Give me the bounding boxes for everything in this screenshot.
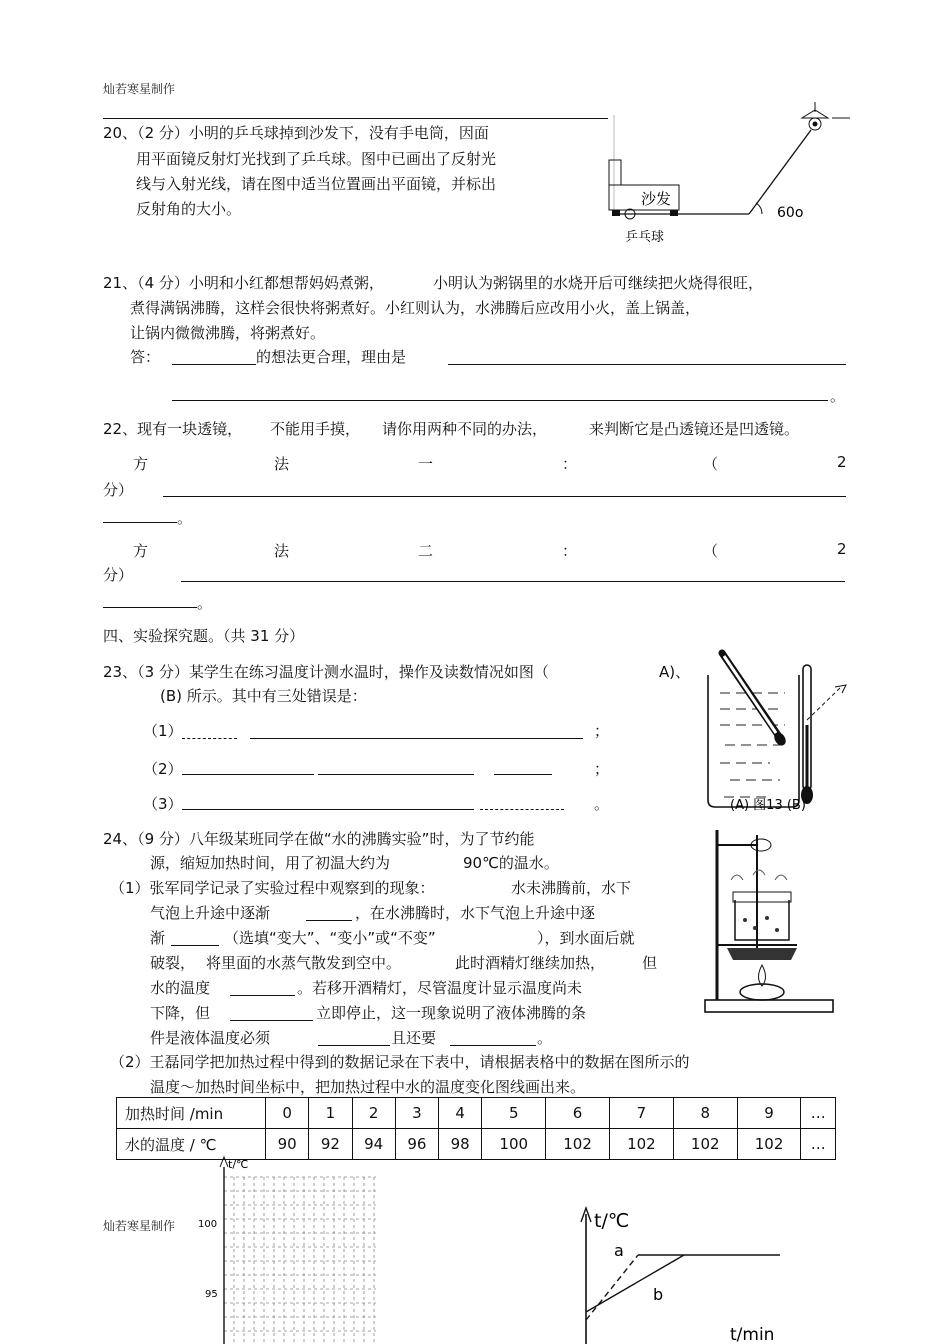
ab-graph bbox=[570, 1200, 800, 1344]
temp-cell: 102 bbox=[546, 1129, 610, 1160]
time-cell: … bbox=[801, 1098, 836, 1129]
time-cell: 0 bbox=[266, 1098, 309, 1129]
q24-apparatus-figure bbox=[697, 820, 847, 1020]
q20-line4: 反射角的大小。 bbox=[136, 200, 242, 218]
q23-line1b: A)、 bbox=[659, 663, 691, 681]
q22-m1-blank1[interactable] bbox=[163, 496, 846, 497]
q22-m2-fen: 分） bbox=[103, 566, 134, 584]
q21-line2: 煮得满锅沸腾，这样会很快将粥煮好。小红则认为，水沸腾后应改用小火，盖上锅盖， bbox=[130, 299, 701, 317]
grid-y100: 100 bbox=[198, 1219, 218, 1230]
q24-p1-r6-0: 件是液体温度必须 bbox=[150, 1029, 271, 1047]
q23-item2-blank-c[interactable] bbox=[494, 774, 552, 775]
temp-cell: 102 bbox=[673, 1129, 737, 1160]
q22-stem-3: 请你用两种不同的办法， bbox=[382, 420, 548, 438]
q24-p1-r3-3: 但 bbox=[642, 954, 658, 972]
q22-m2-2: 二 bbox=[418, 542, 434, 560]
temp-cell: 98 bbox=[439, 1129, 482, 1160]
q21-line3: 让锅内微微沸腾，将粥煮好。 bbox=[130, 324, 326, 342]
q21-blank-reason1[interactable] bbox=[448, 364, 846, 365]
sofa-label: 沙发 bbox=[641, 190, 672, 208]
graph-xlabel: t/min bbox=[730, 1325, 775, 1344]
q24-p1-r5-0: 下降，但 bbox=[150, 1004, 211, 1022]
blank-graph-grid[interactable] bbox=[180, 1155, 390, 1344]
grid-ylabel: t/℃ bbox=[228, 1158, 249, 1171]
q24-blank-stop[interactable] bbox=[230, 1020, 313, 1021]
q24-p1-r6-2: 。 bbox=[537, 1029, 553, 1047]
header-maker: 灿若寒星制作 bbox=[103, 82, 176, 96]
q20-line1: 20、（2 分）小明的乒乓球掉到沙发下，没有手电筒，因面 bbox=[103, 124, 489, 142]
q23-item3-label: （3） bbox=[143, 795, 183, 813]
time-cell: 3 bbox=[395, 1098, 438, 1129]
q23-item1-blank-b[interactable] bbox=[250, 738, 583, 739]
footer-maker: 灿若寒星制作 bbox=[103, 1219, 176, 1233]
q23-item1-semi: ； bbox=[594, 722, 610, 740]
q22-m2-3: ： bbox=[562, 542, 578, 560]
q23-item2-blank-b[interactable] bbox=[318, 774, 474, 775]
q22-m2-1: 法 bbox=[274, 542, 290, 560]
q24-blank-cond1[interactable] bbox=[318, 1045, 390, 1046]
q24-p1-r3-2: 此时酒精灯继续加热， bbox=[455, 954, 606, 972]
q21-line1a: 21、（4 分）小明和小红都想帮妈妈煮粥， bbox=[103, 274, 384, 292]
q24-blank-temp[interactable] bbox=[230, 995, 295, 996]
q24-p1-r2-0: 渐 bbox=[150, 929, 166, 947]
temp-cell: 102 bbox=[737, 1129, 801, 1160]
q24-line2a: 源，缩短加热时间，用了初温大约为 bbox=[150, 854, 391, 872]
time-cell: 7 bbox=[609, 1098, 673, 1129]
time-cell: 4 bbox=[439, 1098, 482, 1129]
q21-answer-label: 答： bbox=[130, 348, 161, 366]
table-row-time bbox=[117, 1098, 836, 1129]
q20-line3: 线与入射光线，请在图中适当位置画出平面镜，并标出 bbox=[136, 175, 497, 193]
q23-line1: 23、（3 分）某学生在练习温度计测水温时，操作及读数情况如图（ bbox=[103, 663, 549, 681]
ball-label: 乒乓球 bbox=[625, 230, 665, 245]
q23-item1-blank-a[interactable] bbox=[182, 738, 237, 739]
time-cell: 9 bbox=[737, 1098, 801, 1129]
time-cell: 2 bbox=[352, 1098, 395, 1129]
q22-m2-blank1[interactable] bbox=[181, 581, 845, 582]
temp-cell: … bbox=[801, 1129, 836, 1160]
q24-line1: 24、（9 分）八年级某班同学在做“水的沸腾实验”时，为了节约能 bbox=[103, 830, 535, 848]
q24-blank-bubble1[interactable] bbox=[306, 920, 352, 921]
q22-m1-1: 法 bbox=[274, 455, 290, 473]
q21-line1b: 小明认为粥锅里的水烧开后可继续把火烧得很旺， bbox=[433, 274, 764, 292]
time-cell: 5 bbox=[482, 1098, 546, 1129]
q23-item2-blank-a[interactable] bbox=[182, 774, 314, 775]
q23-item3-blank-b[interactable] bbox=[480, 809, 564, 810]
q24-p1-r3-0: 破裂， bbox=[150, 954, 196, 972]
q22-m1-0: 方 bbox=[133, 455, 149, 473]
row-label-temp: 水的温度 / ℃ bbox=[117, 1129, 266, 1160]
q22-m1-blank2[interactable] bbox=[103, 522, 177, 523]
q22-m1-5: 2 bbox=[837, 453, 847, 471]
q21-answer-mid: 的想法更合理，理由是 bbox=[256, 348, 407, 366]
q22-stem-4: 来判断它是凸透镜还是凹透镜。 bbox=[589, 420, 800, 438]
temp-cell: 92 bbox=[309, 1129, 352, 1160]
angle-label: 60o bbox=[777, 205, 804, 221]
q23-item2-semi: ； bbox=[594, 760, 610, 778]
q24-p2-line2: 温度～加热时间坐标中，把加热过程中水的温度变化图线画出来。 bbox=[150, 1078, 586, 1096]
q21-blank-reason2[interactable] bbox=[172, 400, 828, 401]
label-b: b bbox=[653, 1285, 664, 1304]
q22-stem-2: 不能用手摸， bbox=[270, 420, 361, 438]
q20-figure bbox=[604, 100, 854, 250]
q24-p1-r0-1: 水未沸腾前，水下 bbox=[511, 879, 632, 897]
q22-m1-3: ： bbox=[562, 455, 578, 473]
q22-m2-end: 。 bbox=[197, 594, 213, 612]
time-cell: 6 bbox=[546, 1098, 610, 1129]
q22-m2-blank2[interactable] bbox=[103, 607, 197, 608]
q24-blank-bubble2[interactable] bbox=[171, 945, 219, 946]
q22-m1-fen: 分） bbox=[103, 481, 134, 499]
label-a: a bbox=[614, 1241, 624, 1260]
q24-p1-r0-0: （1）张军同学记录了实验过程中观察到的现象： bbox=[110, 879, 435, 897]
q21-end: 。 bbox=[830, 387, 846, 405]
q24-p1-r2-1: （选填“变大”、“变小”或“不变” bbox=[224, 929, 436, 947]
q20-line2: 用平面镜反射灯光找到了乒乓球。图中已画出了反射光 bbox=[136, 150, 497, 168]
q24-p1-r2-2: ），到水面后就 bbox=[537, 929, 635, 947]
q23-line2: (B) 所示。其中有三处错误是： bbox=[160, 687, 367, 705]
q23-item2-label: （2） bbox=[143, 760, 183, 778]
temp-cell: 100 bbox=[482, 1129, 546, 1160]
q22-m2-0: 方 bbox=[133, 542, 149, 560]
q24-p1-r1-1: ，在水沸腾时，水下气泡上升途中逐 bbox=[355, 904, 596, 922]
q24-p1-r4-0: 水的温度 bbox=[150, 979, 211, 997]
temp-cell: 102 bbox=[609, 1129, 673, 1160]
q24-p1-r3-1: 将里面的水蒸气散发到空中。 bbox=[206, 954, 402, 972]
q22-m1-end: 。 bbox=[177, 509, 193, 527]
q22-m1-2: 一 bbox=[418, 455, 434, 473]
q24-p1-r5-1: 立即停止，这一现象说明了液体沸腾的条 bbox=[316, 1004, 587, 1022]
sofa-back bbox=[609, 160, 621, 185]
graph-ylabel: t/℃ bbox=[594, 1210, 630, 1232]
q24-line2b: 90℃的温水。 bbox=[463, 854, 559, 872]
temp-cell: 90 bbox=[266, 1129, 309, 1160]
q24-p1-r6-1: 且还要 bbox=[391, 1029, 437, 1047]
time-cell: 1 bbox=[309, 1098, 352, 1129]
q22-m2-4: （ bbox=[703, 542, 719, 560]
q24-p1-r4-1: 。若移开酒精灯，尽管温度计显示温度尚未 bbox=[297, 979, 583, 997]
flame-icon bbox=[759, 965, 766, 986]
temp-cell: 96 bbox=[395, 1129, 438, 1160]
wire-gauze bbox=[727, 948, 797, 960]
q22-m1-4: （ bbox=[703, 455, 719, 473]
q22-stem-1: 22、现有一块透镜， bbox=[103, 420, 243, 438]
q23-item3-end: 。 bbox=[594, 795, 610, 813]
q20-top-rule bbox=[103, 118, 608, 119]
q23-item1-label: （1） bbox=[143, 722, 183, 740]
q24-blank-cond2[interactable] bbox=[450, 1045, 536, 1046]
q24-p2-line1: （2）王磊同学把加热过程中得到的数据记录在下表中，请根据表格中的数据在图所示的 bbox=[110, 1053, 690, 1071]
q24-p1-r1-0: 气泡上升途中逐渐 bbox=[150, 904, 271, 922]
q21-blank-name[interactable] bbox=[172, 364, 256, 365]
q23-item3-blank-a[interactable] bbox=[182, 809, 474, 810]
section4-title: 四、实验探究题。（共 31 分） bbox=[103, 627, 305, 645]
stand-base bbox=[705, 1000, 833, 1012]
grid-y95: 95 bbox=[205, 1289, 218, 1300]
q23-figure bbox=[700, 645, 860, 830]
row-label-time: 加热时间 /min bbox=[117, 1098, 266, 1129]
temp-cell: 94 bbox=[352, 1129, 395, 1160]
q22-m2-5: 2 bbox=[837, 540, 847, 558]
q23-fig-caption: (A) 图13 (B) bbox=[730, 798, 806, 813]
time-cell: 8 bbox=[673, 1098, 737, 1129]
line-b bbox=[586, 1255, 684, 1312]
line-a bbox=[586, 1255, 638, 1320]
data-table bbox=[116, 1097, 836, 1160]
